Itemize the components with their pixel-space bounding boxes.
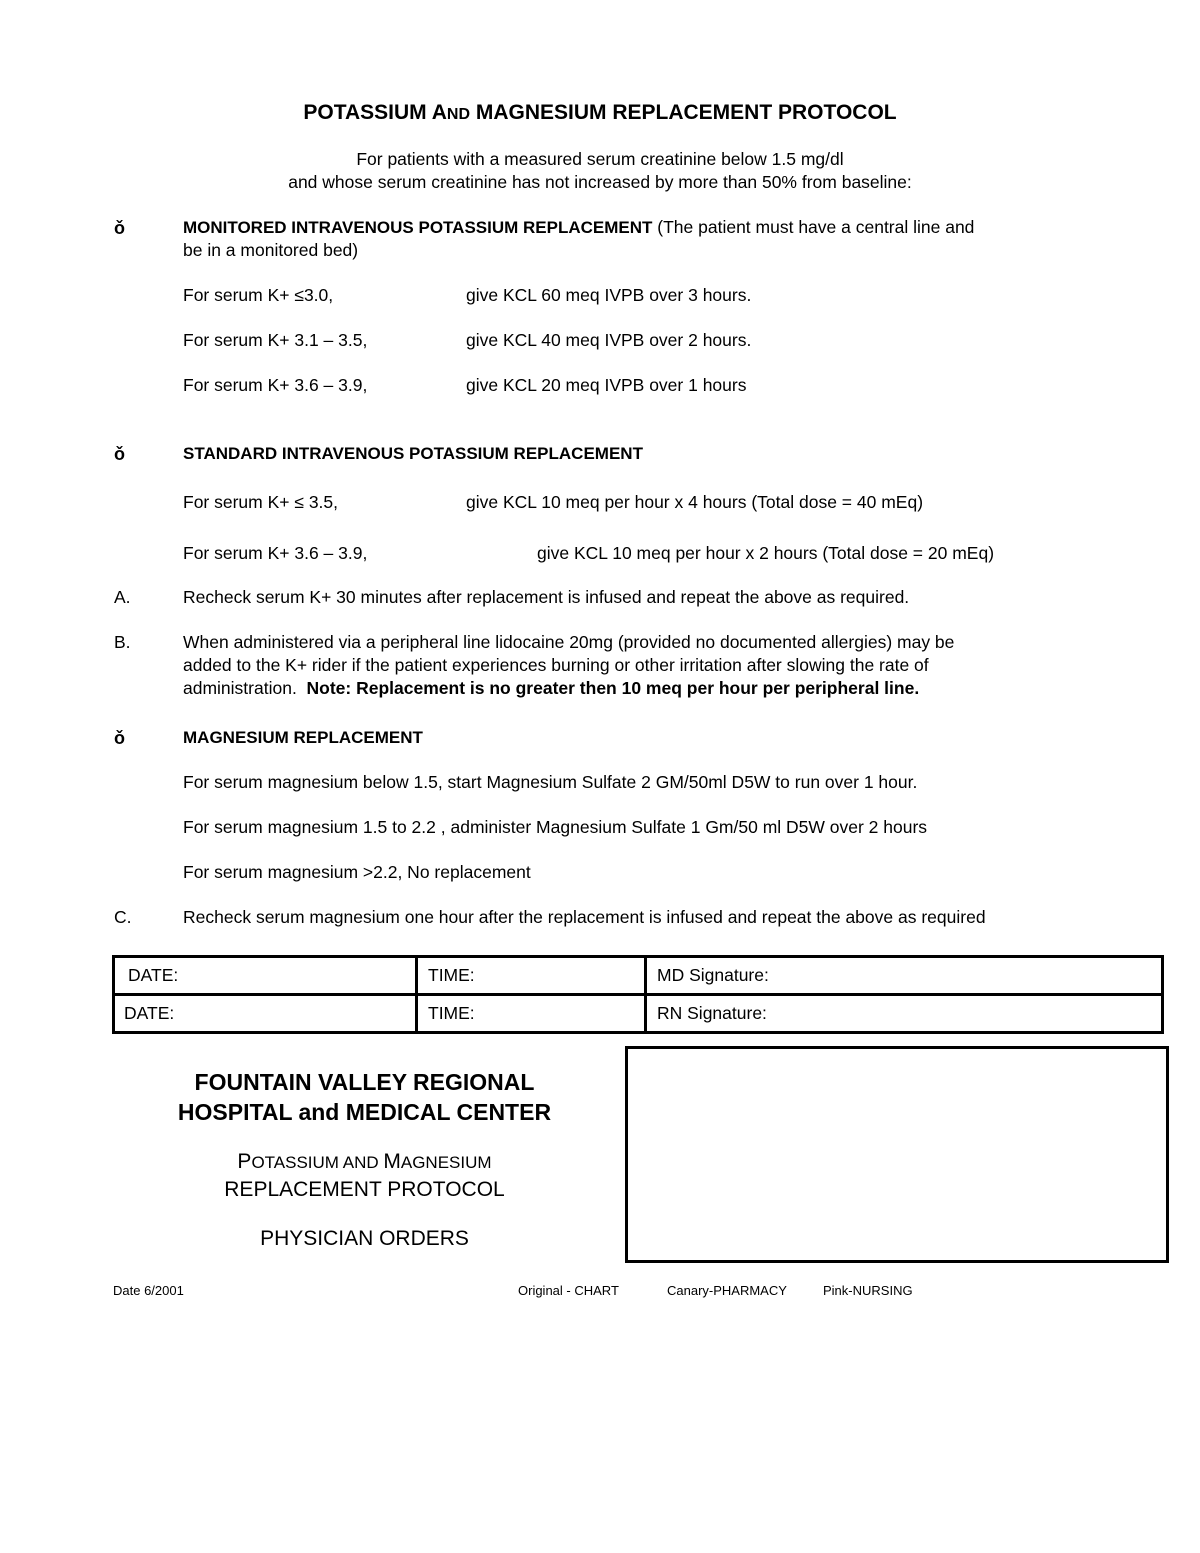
monitored-note-line-2: be in a monitored bed): [183, 240, 359, 260]
item-c-text: Recheck serum magnesium one hour after the replacement is infused and repeat the above as required: [183, 907, 986, 927]
date-field[interactable]: DATE:: [114, 957, 417, 995]
monitored-heading: MONITORED INTRAVENOUS POTASSIUM REPLACEMENT: [183, 218, 653, 237]
standard-dose: give KCL 10 meq per hour x 4 hours (Total dose = 40 mEq): [466, 492, 924, 512]
standard-condition: For serum K+ 3.6 – 3.9,: [183, 543, 368, 563]
form-title-line-1: POTASSIUM AND MAGNESIUM: [237, 1150, 492, 1173]
rn-signature-field[interactable]: RN Signature:: [646, 995, 1163, 1033]
date-field[interactable]: DATE:: [114, 995, 417, 1033]
item-c-label: C.: [114, 907, 132, 927]
md-signature-row: [114, 957, 1163, 995]
bullet-icon: ǒ: [114, 444, 125, 464]
item-b-line-3: administration. Note: Replacement is no greater then 10 meq per hour per peripheral line.: [183, 678, 920, 698]
monitored-heading-line: [183, 217, 974, 238]
item-b-line-2: added to the K+ rider if the patient experiences burning or other irritation after slowing the rate of: [183, 655, 929, 675]
time-field[interactable]: TIME:: [417, 995, 646, 1033]
md-signature-field[interactable]: MD Signature:: [646, 957, 1163, 995]
standard-dose: give KCL 10 meq per hour x 2 hours (Total dose = 20 mEq): [537, 543, 995, 563]
form-title-line-2: REPLACEMENT PROTOCOL: [224, 1178, 505, 1201]
magnesium-row: For serum magnesium >2.2, No replacement: [183, 862, 531, 882]
hospital-name-line-2: HOSPITAL and MEDICAL CENTER: [177, 1099, 552, 1125]
magnesium-row: For serum magnesium 1.5 to 2.2 , administer Magnesium Sulfate 1 Gm/50 ml D5W over 2 hours: [183, 817, 928, 837]
item-b-label: B.: [114, 632, 131, 652]
item-a-label: A.: [114, 587, 131, 607]
bullet-icon: ǒ: [114, 218, 125, 238]
bullet-icon: ǒ: [114, 728, 125, 748]
intro-line-2: and whose serum creatinine has not increased by more than 50% from baseline:: [288, 172, 912, 192]
footer-original-chart: Original - CHART: [518, 1283, 619, 1298]
hospital-name-line-1: FOUNTAIN VALLEY REGIONAL: [194, 1069, 535, 1095]
item-a-text: Recheck serum K+ 30 minutes after replacement is infused and repeat the above as required.: [183, 587, 910, 607]
monitored-condition: For serum K+ ≤3.0,: [183, 285, 334, 305]
monitored-dose: give KCL 20 meq IVPB over 1 hours: [466, 375, 747, 395]
patient-label-box: [625, 1046, 1169, 1263]
intro-line-1: For patients with a measured serum creatinine below 1.5 mg/dl: [356, 149, 844, 169]
document-title: POTASSIUM AND MAGNESIUM REPLACEMENT PROTOCOL: [303, 101, 897, 124]
footer-date: Date 6/2001: [113, 1283, 184, 1298]
monitored-dose: give KCL 60 meq IVPB over 3 hours.: [466, 285, 752, 305]
monitored-condition: For serum K+ 3.6 – 3.9,: [183, 375, 368, 395]
item-b-line-1: When administered via a peripheral line lidocaine 20mg (provided no documented allergies) may be: [183, 632, 955, 652]
signature-table: [112, 955, 1164, 1034]
footer-canary-pharmacy: Canary-PHARMACY: [667, 1283, 787, 1298]
monitored-dose: give KCL 40 meq IVPB over 2 hours.: [466, 330, 752, 350]
standard-heading: STANDARD INTRAVENOUS POTASSIUM REPLACEMENT: [183, 444, 643, 463]
form-title-line-3: PHYSICIAN ORDERS: [260, 1227, 469, 1250]
standard-condition: For serum K+ ≤ 3.5,: [183, 492, 339, 512]
footer-pink-nursing: Pink-NURSING: [823, 1283, 913, 1298]
peripheral-line-note: Note: Replacement is no greater then 10 meq per hour per peripheral line.: [306, 678, 920, 698]
monitored-note: (The patient must have a central line and: [652, 217, 975, 237]
magnesium-row: For serum magnesium below 1.5, start Magnesium Sulfate 2 GM/50ml D5W to run over 1 hour.: [183, 772, 918, 792]
monitored-condition: For serum K+ 3.1 – 3.5,: [183, 330, 368, 350]
rn-signature-row: [114, 995, 1163, 1033]
magnesium-heading: MAGNESIUM REPLACEMENT: [183, 728, 423, 747]
time-field[interactable]: TIME:: [417, 957, 646, 995]
